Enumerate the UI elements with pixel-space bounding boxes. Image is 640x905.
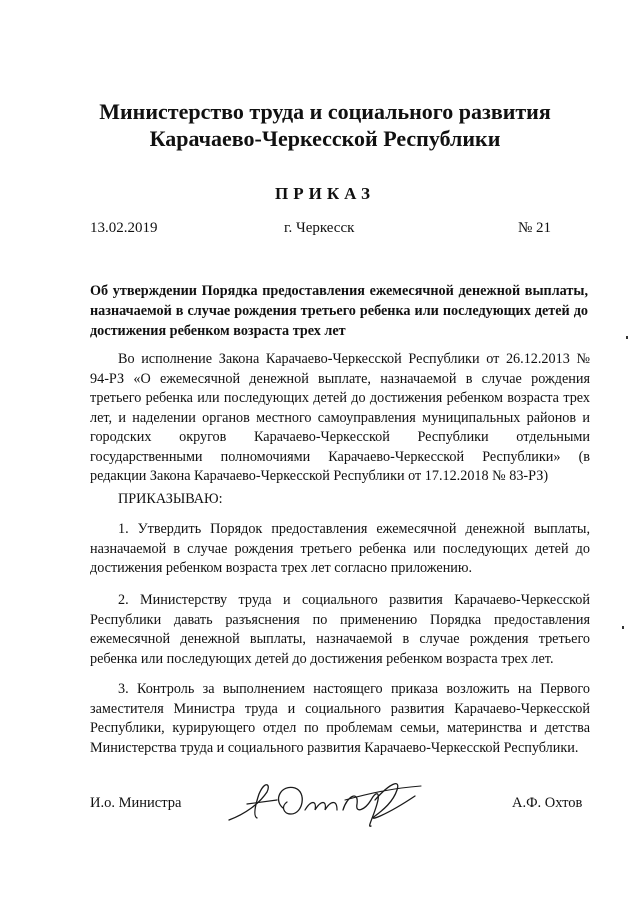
handwritten-signature (225, 770, 425, 830)
ministry-line-2: Карачаево-Черкесской Республики (149, 126, 501, 151)
order-word: ПРИКАЗЫВАЮ: (118, 491, 223, 507)
signatory-role: И.о. Министра (90, 795, 182, 811)
order-item-1: 1. Утвердить Порядок предоставления ежемесячной денежной выплаты, назначаемой в случае рождения третьего ребенка или последующих детей до достижения ребенком возраста трех лет согласно приложению. (90, 521, 590, 576)
preamble-paragraph: Во исполнение Закона Карачаево-Черкесской Республики от 26.12.2013 № 94-РЗ «О ежемесячной денежной выплате, назначаемой в случае рождения третьего ребенка или последующих детей до достижения ребенком возраста трех лет, и наделении органов местного самоуправления муниципальных районов и городских округов Карачаево-Черкесской Республики отдельными государственными полномочиями Карачаево-Черкесской Республики» (в редакции Закона Карачаево-Черкесской Республики от 17.12.2018 № 83-РЗ) (90, 351, 590, 484)
document-city: г. Черкесск (284, 220, 355, 236)
order-item-2: 2. Министерству труда и социального развития Карачаево-Черкесской Республики давать разъяснения по применению Порядка предоставления ежемесячной денежной выплаты, назначаемой в случае рождения третьего ребенка или последующих детей до достижения ребенком возраста трех лет. (90, 592, 590, 667)
ministry-header (60, 98, 590, 152)
signatory-name: А.Ф. Охтов (512, 795, 583, 811)
ministry-line-1: Министерство труда и социального развития (99, 99, 551, 124)
order-item-3: 3. Контроль за выполнением настоящего приказа возложить на Первого заместителя Министра труда и социального развития Карачаево-Черкесской Республики, курирующего отдел по проблемам семьи, материнства и детства Министерства труда и социального развития Карачаево-Черкесской Республики. (90, 681, 590, 756)
scan-speck (622, 626, 624, 629)
document-subject: Об утверждении Порядка предоставления ежемесячной денежной выплаты, назначаемой в случае рождения третьего ребенка или последующих детей до достижения ребенком возраста трех лет (90, 283, 588, 339)
scan-speck (626, 336, 628, 339)
document-number: № 21 (518, 220, 552, 236)
document-type: ПРИКАЗ (275, 184, 375, 203)
document-date: 13.02.2019 (90, 220, 158, 236)
